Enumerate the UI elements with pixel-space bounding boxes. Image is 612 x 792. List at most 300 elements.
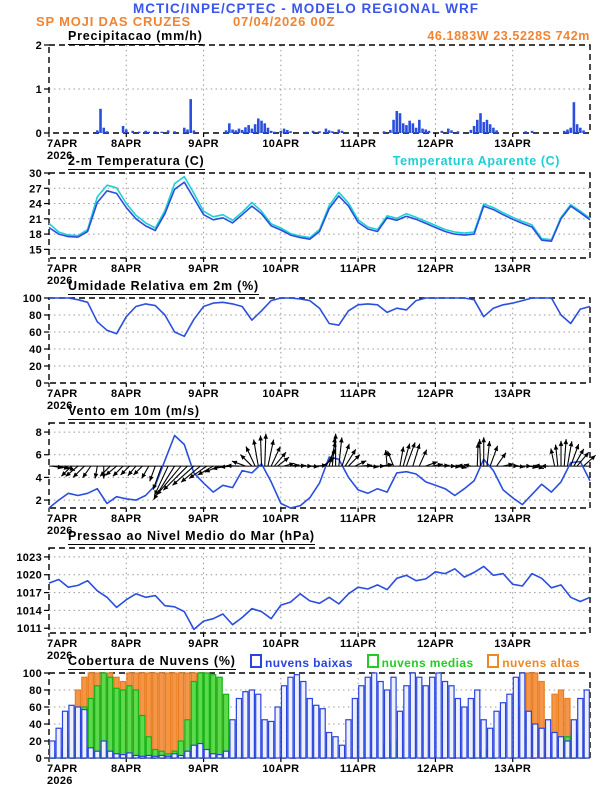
- precip-bar: [228, 123, 231, 133]
- precip-bar: [489, 124, 492, 133]
- x-tick-label: 8APR: [111, 763, 142, 775]
- wind-arrow-head: [494, 446, 498, 451]
- precip-bar: [395, 111, 398, 133]
- x-tick-label: 9APR: [188, 513, 219, 525]
- precip-bar: [524, 131, 527, 133]
- wind-arrow-head: [333, 434, 338, 439]
- wind-arrow-head: [153, 484, 157, 489]
- precip-bar: [405, 125, 408, 133]
- cloud-bar: [423, 686, 428, 758]
- cloud-bar: [223, 751, 228, 758]
- series-line: [49, 182, 590, 241]
- cloud-bar: [417, 677, 422, 758]
- precip-bar: [576, 124, 579, 133]
- precip-bar: [189, 99, 192, 133]
- cloud-bar: [410, 673, 415, 758]
- precip-bar: [148, 132, 151, 133]
- x-tick-label: 13APR: [494, 763, 532, 775]
- y-tick-label: 100: [22, 668, 42, 680]
- precip-bar: [251, 129, 254, 133]
- cloud-bar: [88, 748, 93, 758]
- cloud-bar: [378, 682, 383, 759]
- cloud-bar: [294, 675, 299, 758]
- x-tick-label: 12APR: [416, 638, 454, 650]
- precip-bar: [402, 123, 405, 133]
- wind-arrow-head: [83, 472, 88, 477]
- x-tick-label: 10APR: [262, 763, 300, 775]
- cloud-bar: [211, 754, 216, 758]
- y-tick-label: 6: [35, 449, 42, 462]
- cloud-bar: [578, 699, 583, 759]
- wind-arrow-head: [481, 437, 486, 442]
- wind-arrow-head: [477, 439, 482, 444]
- precip-bar: [273, 132, 276, 133]
- cloud-bar: [520, 673, 525, 758]
- wind-arrow-head: [270, 440, 274, 445]
- cloud-bar: [314, 705, 319, 758]
- cloud-bar: [249, 690, 254, 758]
- panel-nuvens: [23, 668, 590, 787]
- x-tick-label: 11APR: [339, 388, 377, 400]
- precip-bar: [96, 130, 99, 133]
- precip-bar: [482, 122, 485, 133]
- cloud-bar: [352, 699, 357, 759]
- legend-nuvens-medias: nuvens medias: [367, 656, 474, 670]
- x-tick-label: 13APR: [494, 388, 532, 400]
- x-tick-label: 11APR: [339, 638, 377, 650]
- precip-bar: [125, 129, 128, 133]
- panel-title-umidade: Umidade Relativa em 2m (%): [68, 279, 259, 293]
- y-tick-label: 8: [35, 427, 42, 440]
- y-tick-label: 100: [22, 293, 42, 305]
- cloud-bar: [166, 756, 171, 758]
- cloud-bar: [217, 677, 222, 758]
- x-tick-label: 8APR: [111, 638, 142, 650]
- precip-bar: [244, 127, 247, 133]
- cloud-bar: [430, 677, 435, 758]
- precip-bar: [457, 131, 460, 133]
- precip-bar: [173, 131, 176, 133]
- cloud-bar: [500, 703, 505, 758]
- y-tick-label: 1011: [16, 623, 42, 636]
- x-tick-label: 7APR: [47, 638, 78, 650]
- station-name: SP MOJI DAS CRUZES: [36, 14, 192, 29]
- precip-bar: [418, 120, 421, 133]
- cloud-bar: [327, 733, 332, 759]
- wind-arrow-head: [367, 463, 372, 468]
- cloud-bar: [455, 699, 460, 759]
- wind-arrow-head: [438, 463, 443, 468]
- precip-bar: [234, 130, 237, 133]
- precip-bar: [424, 129, 427, 133]
- x-tick-label: 10APR: [262, 513, 300, 525]
- x-tick-label: 13APR: [494, 263, 532, 275]
- cloud-bar: [281, 686, 286, 758]
- cloud-bar: [166, 673, 171, 758]
- precip-bar: [338, 129, 341, 133]
- cloud-bar: [75, 707, 80, 758]
- y-tick-label: 60: [29, 702, 42, 714]
- cloud-bar: [217, 755, 222, 758]
- cloud-bar: [114, 688, 119, 758]
- cloud-bar: [95, 751, 100, 758]
- cloud-bar: [475, 690, 480, 758]
- y-tick-label: 21: [29, 213, 42, 226]
- precip-bar: [428, 131, 431, 133]
- panel-vento: [36, 423, 596, 537]
- wind-arrow-head: [149, 476, 153, 481]
- precip-bar: [447, 129, 450, 133]
- cloud-bar: [565, 741, 570, 758]
- precip-bar: [131, 131, 134, 133]
- cloud-bar: [191, 745, 196, 758]
- wind-arrow-head: [411, 442, 415, 447]
- precip-bar: [495, 130, 498, 133]
- x-tick-label: 10APR: [262, 638, 300, 650]
- precip-bar: [160, 132, 163, 133]
- panel-frame: [49, 548, 590, 633]
- y-tick-label: 1014: [16, 605, 42, 618]
- x-tick-label: 9APR: [188, 138, 219, 150]
- y-tick-label: 20: [29, 361, 42, 373]
- panel-title-precipitacao: Precipitacao (mm/h): [68, 29, 203, 43]
- precip-bar: [341, 131, 344, 133]
- x-tick-label: 13APR: [494, 638, 532, 650]
- cloud-bar: [120, 690, 125, 758]
- precip-bar: [492, 128, 495, 133]
- cloud-bar: [397, 711, 402, 758]
- precip-bar: [270, 131, 273, 133]
- x-tick-label: 12APR: [416, 138, 454, 150]
- x-tick-label: 8APR: [111, 513, 142, 525]
- x-tick-label: 9APR: [188, 638, 219, 650]
- legend-nuvens-baixas: nuvens baixas: [250, 656, 353, 670]
- precip-bar: [412, 123, 415, 133]
- precip-bar: [441, 131, 444, 133]
- cloud-bar: [507, 694, 512, 758]
- cloud-bar: [243, 692, 248, 758]
- precip-bar: [283, 129, 286, 133]
- cloud-bar: [552, 733, 557, 759]
- panel-umidade: [23, 293, 590, 412]
- cloud-bar: [385, 690, 390, 758]
- wind-arrow-head: [550, 448, 554, 453]
- x-tick-label: 8APR: [111, 263, 142, 275]
- location-coordinates: 46.1883W 23.5228S 742m: [427, 29, 590, 43]
- cloud-bar: [533, 724, 538, 758]
- wind-arrow-head: [220, 464, 225, 469]
- x-tick-label: 8APR: [111, 138, 142, 150]
- panel-precipitacao: [36, 40, 590, 162]
- precip-bar: [305, 132, 308, 133]
- cloud-bar: [262, 720, 267, 758]
- cloud-bar: [140, 756, 145, 758]
- cloud-bar: [211, 675, 216, 758]
- cloud-bar: [108, 751, 113, 758]
- cloud-bar: [449, 686, 454, 758]
- precip-bar: [231, 129, 234, 133]
- precip-bar: [331, 131, 334, 133]
- cloud-bar: [204, 673, 209, 758]
- precip-bar: [102, 128, 105, 133]
- wind-arrow-head: [346, 444, 350, 449]
- legend-nuvens-altas: nuvens altas: [487, 656, 580, 670]
- precip-bar: [399, 113, 402, 133]
- precip-bar: [260, 121, 263, 133]
- precip-bar: [254, 124, 257, 133]
- y-tick-label: 0: [35, 128, 42, 140]
- panel-title-pressao: Pressao ao Nivel Medio do Mar (hPa): [68, 529, 315, 543]
- y-tick-label: 24: [29, 198, 42, 211]
- precip-bar: [470, 130, 473, 133]
- precip-bar: [183, 128, 186, 133]
- cloud-bar: [526, 711, 531, 758]
- cloud-bar: [359, 686, 364, 758]
- precip-bar: [476, 120, 479, 133]
- cloud-bar: [256, 694, 261, 758]
- cloud-bar: [153, 756, 158, 758]
- precip-bar: [241, 130, 244, 133]
- x-tick-label: 12APR: [416, 263, 454, 275]
- cloud-bar: [462, 707, 467, 758]
- cloud-bar: [108, 677, 113, 758]
- wind-arrow-head: [569, 441, 574, 446]
- cloud-bar: [301, 682, 306, 759]
- cloud-bar: [346, 720, 351, 758]
- y-tick-label: 0: [35, 753, 42, 765]
- x-tick-label: 8APR: [111, 388, 142, 400]
- cloud-bar: [114, 754, 119, 758]
- wind-arrow-head: [575, 444, 579, 449]
- cloud-bar: [275, 707, 280, 758]
- cloud-bar: [539, 728, 544, 758]
- precip-bar: [566, 129, 569, 133]
- precip-bar: [408, 121, 411, 133]
- y-tick-label: 1017: [16, 587, 42, 600]
- precip-bar: [421, 129, 424, 133]
- precip-bar: [383, 131, 386, 133]
- panel-frame: [49, 298, 590, 383]
- x-tick-label: 9APR: [188, 388, 219, 400]
- cloud-bar: [127, 686, 132, 758]
- run-datetime: 07/04/2026 00Z: [233, 14, 336, 29]
- cloud-bar: [546, 720, 551, 758]
- y-tick-label: 80: [29, 685, 42, 697]
- y-tick-label: 2: [35, 495, 42, 508]
- y-tick-label: 15: [29, 244, 42, 257]
- year-label: 2026: [47, 150, 73, 162]
- wind-arrow-head: [559, 441, 564, 446]
- precip-bar: [122, 126, 125, 133]
- cloud-bar: [223, 694, 228, 758]
- x-tick-label: 12APR: [416, 388, 454, 400]
- cloud-bar: [133, 690, 138, 758]
- cloud-bar: [436, 673, 441, 758]
- cloud-bar: [146, 755, 151, 758]
- precip-bar: [186, 129, 189, 133]
- cloud-bar: [56, 728, 61, 758]
- precip-bar: [486, 120, 489, 133]
- page-title: MCTIC/INPE/CPTEC - MODELO REGIONAL WRF: [133, 1, 479, 16]
- x-tick-label: 12APR: [416, 513, 454, 525]
- cloud-bar: [584, 690, 589, 758]
- cloud-bar: [333, 737, 338, 758]
- cloud-bar: [204, 750, 209, 759]
- cloud-bar: [230, 720, 235, 758]
- precip-bar: [579, 128, 582, 133]
- y-tick-label: 40: [29, 719, 42, 731]
- y-tick-label: 1023: [16, 551, 42, 564]
- cloud-bar: [127, 753, 132, 758]
- precip-bar: [154, 131, 157, 133]
- cloud-bar: [236, 699, 241, 759]
- cloud-bar: [185, 751, 190, 758]
- year-label: 2026: [47, 650, 73, 662]
- wind-arrow-head: [263, 434, 268, 439]
- y-tick-label: 4: [35, 472, 42, 485]
- cloud-bar: [372, 673, 377, 758]
- precip-bar: [225, 130, 228, 133]
- precip-bar: [392, 120, 395, 133]
- wind-arrow-head: [501, 453, 506, 458]
- cloud-bar: [153, 673, 158, 758]
- precip-bar: [263, 123, 266, 133]
- cloud-bar: [404, 686, 409, 758]
- panel-title-temperatura: 2-m Temperatura (C): [68, 154, 205, 168]
- year-label: 2026: [47, 525, 73, 537]
- wind-arrow-head: [563, 439, 568, 444]
- precip-bar: [257, 118, 260, 133]
- wind-arrow-head: [252, 439, 257, 444]
- cloud-bar: [172, 673, 177, 758]
- cloud-bar: [307, 699, 312, 759]
- y-tick-label: 1020: [16, 569, 42, 582]
- x-tick-label: 11APR: [339, 763, 377, 775]
- year-label: 2026: [47, 400, 73, 412]
- cloud-bar: [488, 728, 493, 758]
- y-tick-label: 60: [29, 327, 42, 339]
- y-tick-label: 27: [29, 183, 42, 196]
- precip-bar: [325, 129, 328, 133]
- precip-bar: [106, 131, 109, 133]
- cloud-bar: [159, 673, 164, 758]
- cloud-bar: [101, 741, 106, 758]
- cloud-bar: [69, 705, 74, 758]
- precip-bar: [138, 132, 141, 133]
- x-tick-label: 10APR: [262, 388, 300, 400]
- precip-bar: [450, 130, 453, 133]
- cloud-bar: [95, 686, 100, 758]
- wind-arrow-head: [416, 444, 420, 449]
- panel-title-nuvens: Cobertura de Nuvens (%): [68, 654, 236, 668]
- cloud-bar: [159, 755, 164, 758]
- x-tick-label: 11APR: [339, 263, 377, 275]
- x-tick-label: 7APR: [47, 763, 78, 775]
- x-tick-label: 11APR: [339, 138, 377, 150]
- x-tick-label: 9APR: [188, 763, 219, 775]
- wind-arrow-head: [400, 447, 405, 452]
- cloud-bar: [178, 755, 183, 758]
- cloud-bar: [146, 737, 151, 758]
- cloud-bar: [172, 754, 177, 758]
- precip-bar: [144, 131, 147, 133]
- year-label: 2026: [47, 775, 73, 787]
- precip-bar: [479, 113, 482, 133]
- x-tick-label: 13APR: [494, 513, 532, 525]
- cloud-bar: [481, 720, 486, 758]
- cloud-bar: [269, 721, 274, 758]
- x-tick-label: 12APR: [416, 763, 454, 775]
- y-tick-label: 40: [29, 344, 42, 356]
- cloud-bar: [391, 677, 396, 758]
- cloud-bar: [468, 699, 473, 759]
- precip-bar: [473, 126, 476, 133]
- precip-bar: [318, 131, 321, 133]
- x-tick-label: 9APR: [188, 263, 219, 275]
- cloud-bar: [513, 677, 518, 758]
- y-tick-label: 30: [29, 168, 42, 180]
- precip-bar: [582, 130, 585, 133]
- cloud-bar: [82, 710, 87, 758]
- x-tick-label: 7APR: [47, 388, 78, 400]
- precip-bar: [267, 128, 270, 133]
- cloud-bar: [558, 737, 563, 758]
- cloud-bar: [365, 677, 370, 758]
- precip-bar: [247, 125, 250, 133]
- precip-bar: [167, 130, 170, 133]
- cloud-bar: [198, 744, 203, 758]
- cloud-bar: [288, 677, 293, 758]
- year-label: 2026: [47, 275, 73, 287]
- precip-bar: [531, 131, 534, 133]
- wind-arrow-head: [232, 461, 237, 465]
- y-tick-label: 2: [35, 40, 42, 52]
- precip-bar: [289, 131, 292, 133]
- precip-bar: [328, 130, 331, 133]
- precip-bar: [193, 130, 196, 133]
- apparent-temperature-label: Temperatura Aparente (C): [392, 154, 560, 168]
- x-tick-label: 11APR: [339, 513, 377, 525]
- cloud-bar: [62, 711, 67, 758]
- y-tick-label: 18: [29, 229, 42, 242]
- series-line: [49, 298, 590, 336]
- x-tick-label: 10APR: [262, 263, 300, 275]
- precip-bar: [99, 109, 102, 133]
- cloud-bar: [120, 755, 125, 758]
- cloud-bar: [320, 709, 325, 758]
- precip-bar: [389, 130, 392, 133]
- cloud-bar: [50, 741, 55, 758]
- panel-temperatura: [29, 168, 590, 287]
- precip-bar: [415, 128, 418, 133]
- precip-bar: [280, 131, 283, 133]
- x-tick-label: 7APR: [47, 513, 78, 525]
- y-tick-label: 1: [35, 84, 42, 96]
- precip-bar: [286, 130, 289, 133]
- precip-bar: [563, 131, 566, 133]
- cloud-bar: [571, 720, 576, 758]
- series-line: [49, 566, 590, 629]
- panel-pressao: [16, 548, 590, 662]
- wind-arrow-head: [226, 464, 231, 469]
- y-tick-label: 80: [29, 310, 42, 322]
- panel-title-vento: Vento em 10m (m/s): [68, 404, 200, 418]
- y-tick-label: 20: [29, 736, 42, 748]
- precip-bar: [312, 131, 315, 133]
- precip-bar: [573, 102, 576, 133]
- wind-arrow-head: [258, 435, 263, 440]
- x-tick-label: 10APR: [262, 138, 300, 150]
